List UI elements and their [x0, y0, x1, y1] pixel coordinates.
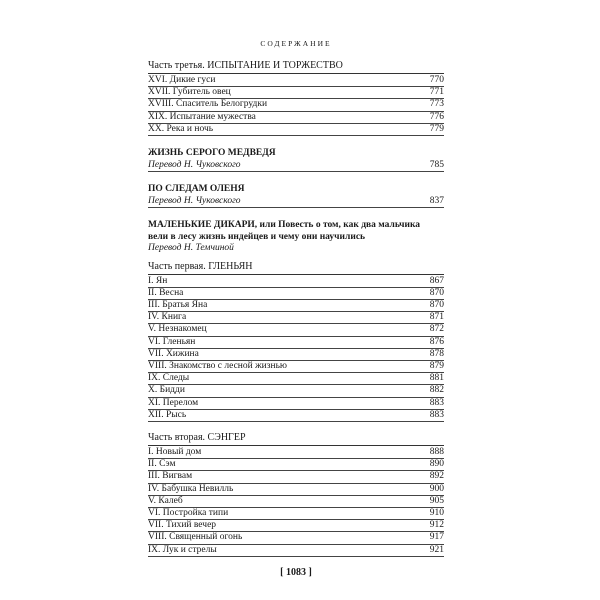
entry-page: 876: [429, 336, 444, 347]
toc-entry: [148, 276, 444, 288]
entry-page: 917: [429, 532, 444, 543]
work-title-line-1: МАЛЕНЬКИЕ ДИКАРИ, или Повесть о том, как два мальчика: [148, 220, 421, 231]
entry-title: XI. Перелом: [148, 397, 199, 408]
entry-page: 881: [429, 373, 444, 384]
work-title-line-2: вели в лесу жизнь индейцев и чему они научились: [148, 231, 366, 242]
entry-title: VII. Хижина: [148, 348, 199, 359]
entry-title: I. Новый дом: [148, 446, 202, 457]
toc-entry: [148, 124, 444, 136]
entry-page: 921: [429, 544, 444, 555]
entry-title: XII. Рысь: [148, 409, 187, 420]
table-of-contents: [148, 60, 444, 557]
running-head: СОДЕРЖАНИЕ: [260, 39, 332, 48]
toc-entry: [148, 398, 444, 410]
translator-row: [148, 160, 444, 173]
toc-entry: [148, 112, 444, 124]
entry-title: XVII. Губитель овец: [148, 87, 231, 98]
entry-page: 912: [429, 520, 444, 531]
entry-page: 870: [429, 299, 444, 310]
entry-title: I. Ян: [148, 275, 168, 286]
page-number: [ 1083 ]: [280, 567, 312, 578]
entry-title: V. Незнакомец: [148, 324, 207, 335]
entry-page: 871: [429, 312, 444, 323]
translator: Перевод Н. Темчиной: [148, 243, 234, 254]
entry-title: X. Бидди: [148, 385, 185, 396]
toc-entry: [148, 373, 444, 385]
book-page: [148, 0, 444, 600]
part-heading-second: Часть вторая. СЭНГЕР: [148, 432, 444, 446]
toc-entry: [148, 99, 444, 111]
work-title: ПО СЛЕДАМ ОЛЕНЯ: [148, 184, 245, 195]
entry-page: 890: [429, 459, 444, 470]
toc-section-3: [148, 447, 444, 557]
entry-page: 900: [429, 483, 444, 494]
toc-entry: [148, 532, 444, 544]
entry-title: III. Вигвам: [148, 471, 193, 482]
toc-entry: [148, 361, 444, 373]
toc-entry: [148, 496, 444, 508]
entry-page: 771: [429, 87, 444, 98]
entry-page: 888: [429, 446, 444, 457]
entry-page: 883: [429, 409, 444, 420]
work-deer: [148, 184, 444, 208]
toc-entry: [148, 410, 444, 422]
entry-title: IX. Лук и стрелы: [148, 544, 217, 555]
entry-title: XVIII. Спаситель Белогрудки: [148, 99, 268, 110]
entry-title: V. Калеб: [148, 495, 183, 506]
entry-title: VIII. Священный огонь: [148, 532, 243, 543]
entry-page: 882: [429, 385, 444, 396]
entry-title: XIX. Испытание мужества: [148, 111, 256, 122]
entry-page: 883: [429, 397, 444, 408]
entry-page: 872: [429, 324, 444, 335]
work-title: ЖИЗНЬ СЕРОГО МЕДВЕДЯ: [148, 148, 276, 159]
work-grizzly: [148, 148, 444, 172]
entry-page: 770: [429, 75, 444, 85]
entry-page: 878: [429, 348, 444, 359]
entry-page: 779: [429, 123, 444, 134]
entry-page: 773: [429, 99, 444, 110]
toc-entry: [148, 459, 444, 471]
entry-title: II. Сэм: [148, 459, 176, 470]
translator-row: [148, 196, 444, 209]
entry-title: VII. Тихий вечер: [148, 520, 217, 531]
translator: Перевод Н. Чуковского: [148, 195, 241, 206]
entry-page: 879: [429, 360, 444, 371]
entry-page: 837: [429, 195, 444, 206]
work-little-savages: [148, 220, 444, 255]
entry-title: XX. Река и ночь: [148, 123, 214, 134]
entry-title: VIII. Знакомство с лесной жизнью: [148, 360, 287, 371]
translator: Перевод Н. Чуковского: [148, 159, 241, 170]
toc-entry: [148, 471, 444, 483]
entry-title: II. Весна: [148, 287, 184, 298]
toc-entry: [148, 87, 444, 99]
toc-entry: [148, 300, 444, 312]
entry-title: IX. Следы: [148, 373, 190, 384]
toc-entry: [148, 385, 444, 397]
entry-title: VI. Гленьян: [148, 336, 196, 347]
toc-entry: [148, 324, 444, 336]
toc-entry: [148, 337, 444, 349]
toc-entry: [148, 520, 444, 532]
part-heading-first: Часть первая. ГЛЕНЬЯН: [148, 261, 444, 275]
entry-page: 905: [429, 495, 444, 506]
entry-page: 776: [429, 111, 444, 122]
entry-page: 867: [429, 275, 444, 286]
toc-entry: [148, 312, 444, 324]
entry-page: 910: [429, 507, 444, 518]
entry-title: VI. Постройка типи: [148, 507, 229, 518]
entry-page: 892: [429, 471, 444, 482]
toc-entry: [148, 447, 444, 459]
toc-entry: [148, 545, 444, 557]
entry-title: XVI. Дикие гуси: [148, 75, 216, 85]
entry-title: IV. Бабушка Невилль: [148, 483, 234, 494]
toc-entry: [148, 288, 444, 300]
entry-title: III. Братья Яна: [148, 299, 208, 310]
toc-entry: [148, 75, 444, 87]
toc-section-1: [148, 75, 444, 136]
entry-title: IV. Книга: [148, 312, 187, 323]
part-heading-third: Часть третья. ИСПЫТАНИЕ И ТОРЖЕСТВО: [148, 60, 444, 74]
entry-page: 870: [429, 287, 444, 298]
toc-section-2: [148, 276, 444, 422]
toc-entry: [148, 349, 444, 361]
toc-entry: [148, 508, 444, 520]
entry-page: 785: [429, 159, 444, 170]
toc-entry: [148, 484, 444, 496]
